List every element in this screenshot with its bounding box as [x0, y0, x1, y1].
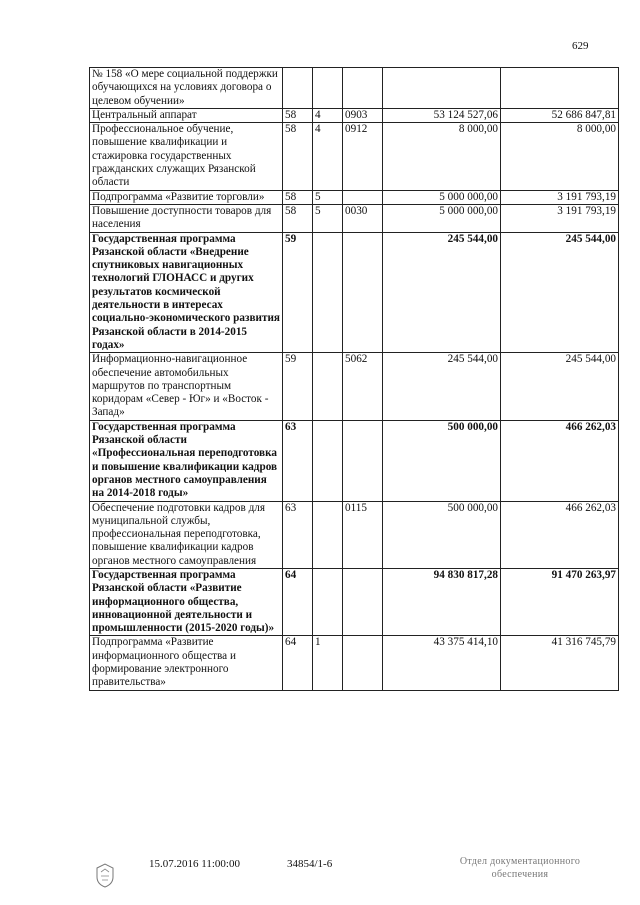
- row-code-3-cell: 0912: [343, 123, 383, 190]
- row-planned-amount-cell: 53 124 527,06: [383, 108, 501, 122]
- row-actual-amount-cell: 3 191 793,19: [501, 204, 619, 232]
- budget-table-body: [90, 68, 619, 691]
- page-number: 629: [572, 40, 589, 52]
- row-code-3-cell: [343, 568, 383, 635]
- row-name-cell: Профессиональное обучение, повышение квалификации и стажировка государственных гражданских служащих Рязанской области: [90, 123, 283, 190]
- row-code-3-cell: 0903: [343, 108, 383, 122]
- row-code-2-cell: [313, 568, 343, 635]
- row-actual-amount-cell: 245 544,00: [501, 353, 619, 420]
- row-actual-amount-cell: 52 686 847,81: [501, 108, 619, 122]
- row-name-cell: Подпрограмма «Развитие торговли»: [90, 190, 283, 204]
- row-code-3-cell: [343, 636, 383, 690]
- row-name-cell: Информационно-навигационное обеспечение автомобильных маршрутов по транспортным коридорам «Север - Юг» и «Восток - Запад»: [90, 353, 283, 420]
- row-planned-amount-cell: 245 544,00: [383, 353, 501, 420]
- table-row: [90, 420, 619, 501]
- row-code-1-cell: 58: [283, 204, 313, 232]
- row-code-2-cell: [313, 232, 343, 353]
- coat-of-arms-emblem: [94, 862, 116, 888]
- row-code-2-cell: 5: [313, 204, 343, 232]
- table-row: [90, 108, 619, 122]
- row-code-1-cell: 59: [283, 232, 313, 353]
- table-row: [90, 636, 619, 690]
- row-code-1-cell: 63: [283, 420, 313, 501]
- row-actual-amount-cell: 3 191 793,19: [501, 190, 619, 204]
- row-actual-amount-cell: 466 262,03: [501, 501, 619, 568]
- table-row: [90, 568, 619, 635]
- table-row: [90, 232, 619, 353]
- row-planned-amount-cell: [383, 68, 501, 109]
- row-name-cell: Подпрограмма «Развитие информационного общества и формирование электронного правительства»: [90, 636, 283, 690]
- row-code-2-cell: [313, 353, 343, 420]
- row-code-3-cell: [343, 232, 383, 353]
- row-planned-amount-cell: 5 000 000,00: [383, 204, 501, 232]
- row-planned-amount-cell: 43 375 414,10: [383, 636, 501, 690]
- row-planned-amount-cell: 245 544,00: [383, 232, 501, 353]
- row-name-cell: Государственная программа Рязанской области «Развитие информационного общества, инновационной деятельности и промышленности (2015-2020 годы)»: [90, 568, 283, 635]
- row-planned-amount-cell: 8 000,00: [383, 123, 501, 190]
- row-code-1-cell: 58: [283, 190, 313, 204]
- row-code-1-cell: 59: [283, 353, 313, 420]
- table-row: [90, 204, 619, 232]
- row-code-2-cell: [313, 68, 343, 109]
- row-code-3-cell: 0115: [343, 501, 383, 568]
- row-code-1-cell: [283, 68, 313, 109]
- row-name-cell: Центральный аппарат: [90, 108, 283, 122]
- table-row: [90, 501, 619, 568]
- row-code-2-cell: 1: [313, 636, 343, 690]
- row-actual-amount-cell: 8 000,00: [501, 123, 619, 190]
- row-actual-amount-cell: 91 470 263,97: [501, 568, 619, 635]
- row-code-2-cell: [313, 501, 343, 568]
- row-name-cell: Государственная программа Рязанской области «Внедрение спутниковых навигационных технологий ГЛОНАСС и других результатов космической деятельности в интересах социально-экономического развития Рязанской области в 2014-2015 годах»: [90, 232, 283, 353]
- row-name-cell: Государственная программа Рязанской области «Профессиональная переподготовка и повышение квалификации кадров органов местного самоуправления на 2014-2018 годы»: [90, 420, 283, 501]
- row-code-3-cell: [343, 420, 383, 501]
- row-code-3-cell: 0030: [343, 204, 383, 232]
- table-row: [90, 123, 619, 190]
- row-name-cell: № 158 «О мере социальной поддержки обучающихся на условиях договора о целевом обучении»: [90, 68, 283, 109]
- row-code-1-cell: 63: [283, 501, 313, 568]
- row-code-2-cell: 5: [313, 190, 343, 204]
- row-actual-amount-cell: 41 316 745,79: [501, 636, 619, 690]
- row-actual-amount-cell: [501, 68, 619, 109]
- row-code-3-cell: [343, 190, 383, 204]
- footer-department-stamp: Отдел документационного обеспечения: [459, 856, 581, 880]
- row-code-1-cell: 58: [283, 123, 313, 190]
- row-planned-amount-cell: 500 000,00: [383, 501, 501, 568]
- table-row: [90, 190, 619, 204]
- row-code-1-cell: 64: [283, 568, 313, 635]
- row-code-1-cell: 58: [283, 108, 313, 122]
- row-code-2-cell: 4: [313, 108, 343, 122]
- row-planned-amount-cell: 500 000,00: [383, 420, 501, 501]
- row-code-3-cell: 5062: [343, 353, 383, 420]
- row-planned-amount-cell: 5 000 000,00: [383, 190, 501, 204]
- row-name-cell: Повышение доступности товаров для населения: [90, 204, 283, 232]
- table-row: [90, 68, 619, 109]
- footer-document-code: 34854/1-6: [287, 858, 333, 870]
- row-code-2-cell: 4: [313, 123, 343, 190]
- row-name-cell: Обеспечение подготовки кадров для муниципальной службы, профессиональная переподготовка, повышение квалификации кадров органов местного самоуправления: [90, 501, 283, 568]
- row-actual-amount-cell: 245 544,00: [501, 232, 619, 353]
- table-row: [90, 353, 619, 420]
- budget-table: [89, 67, 619, 691]
- row-code-2-cell: [313, 420, 343, 501]
- row-planned-amount-cell: 94 830 817,28: [383, 568, 501, 635]
- row-code-1-cell: 64: [283, 636, 313, 690]
- row-actual-amount-cell: 466 262,03: [501, 420, 619, 501]
- row-code-3-cell: [343, 68, 383, 109]
- footer-date: 15.07.2016 11:00:00: [149, 858, 240, 870]
